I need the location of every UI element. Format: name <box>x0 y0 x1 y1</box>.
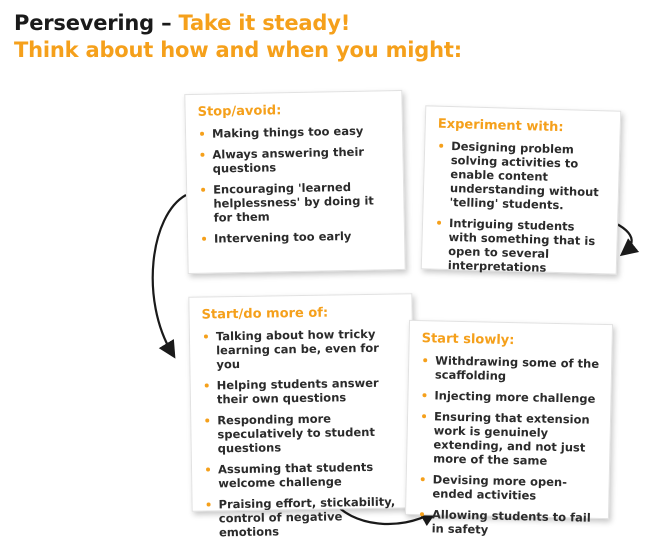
page-title <box>14 10 654 64</box>
card-start-slowly <box>405 320 613 537</box>
card-title: Experiment with: <box>437 116 564 136</box>
arrow-stop-to-start <box>153 195 186 353</box>
list-item: Ensuring that extension work is genuinely extending, and not just more of the same <box>419 409 598 469</box>
list-item: Intriguing students with something that is open to several interpretations <box>434 216 605 277</box>
card-list <box>202 326 403 539</box>
heading-line-1 <box>14 10 654 37</box>
card-stop-avoid <box>184 90 405 274</box>
heading-line-1-accent: Take it steady! <box>178 11 351 35</box>
card-title: Stop/avoid: <box>197 103 282 120</box>
card-list <box>434 139 608 277</box>
list-item: Responding more speculatively to student questions <box>203 410 402 455</box>
list-item: Helping students answer their own questions <box>203 375 401 406</box>
card-list <box>418 353 600 539</box>
list-item: Talking about how tricky learning can be, even for you <box>202 326 401 371</box>
list-item: Intervening too early <box>200 228 392 246</box>
list-item: Allowing students to fail in safety <box>418 507 597 539</box>
card-start-do-more-of <box>188 293 415 540</box>
list-item: Designing problem solving activities to enable content understanding without 'telling' students. <box>435 139 607 214</box>
list-item: Devising more open-ended activities <box>418 472 597 504</box>
card-title: Start slowly: <box>421 331 515 349</box>
heading-line-1-primary: Persevering – <box>14 11 179 35</box>
list-item: Making things too easy <box>198 123 390 141</box>
card-title: Start/do more of: <box>201 305 329 323</box>
list-item: Praising effort, stickability, control of negative emotions <box>204 494 403 539</box>
list-item: Always answering their questions <box>198 144 391 176</box>
card-list <box>198 123 392 246</box>
card-experiment-with <box>421 105 622 274</box>
heading-line-2: Think about how and when you might: <box>14 38 462 62</box>
list-item: Withdrawing some of the scaffolding <box>421 353 600 385</box>
list-item: Encouraging 'learned helplessness' by doing it for them <box>199 179 392 225</box>
list-item: Injecting more challenge <box>420 388 598 406</box>
list-item: Assuming that students welcome challenge <box>204 459 402 490</box>
